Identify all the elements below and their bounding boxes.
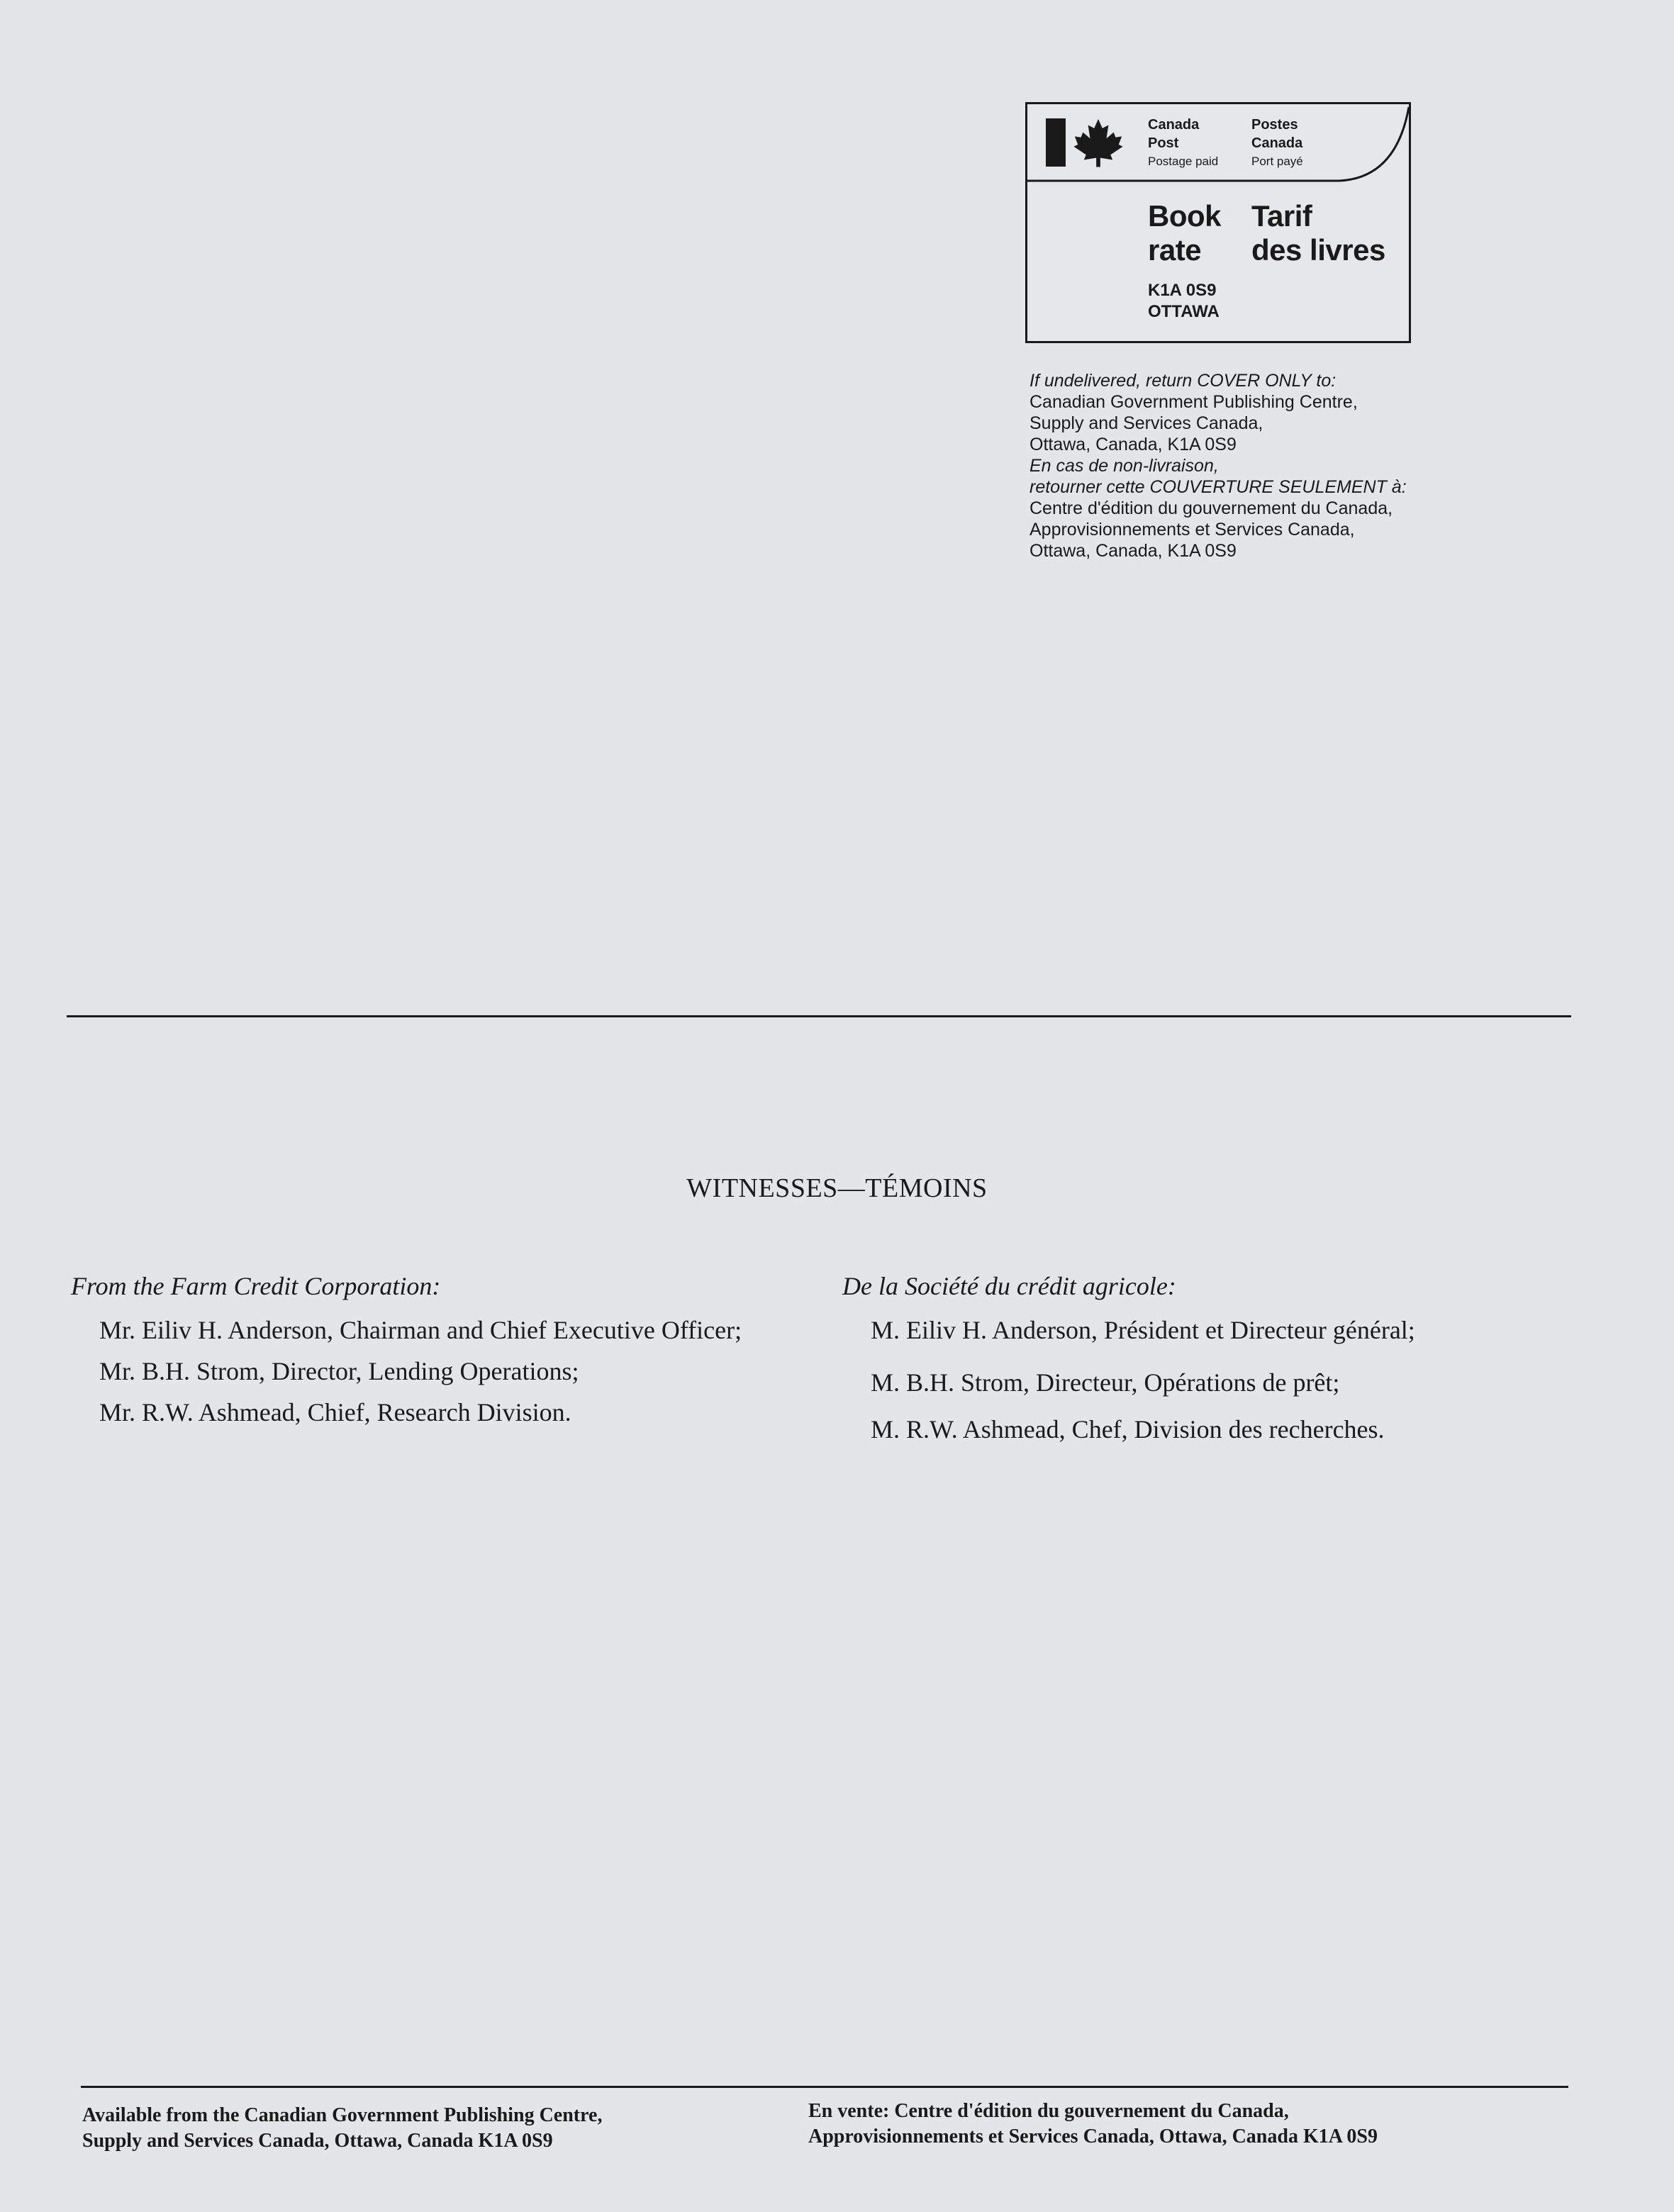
footer-divider bbox=[81, 2086, 1568, 2088]
witness-item-en-3: Mr. R.W. Ashmead, Chief, Research Division. bbox=[99, 1398, 571, 1426]
witnesses-english bbox=[71, 1269, 808, 1436]
postage-paid-label: Postage paid bbox=[1148, 155, 1219, 168]
witness-item-fr-3: M. R.W. Ashmead, Chef, Division des recherches. bbox=[871, 1415, 1385, 1443]
postes-fr-label: Postes bbox=[1251, 117, 1298, 133]
witness-item-fr-2: M. B.H. Strom, Directeur, Opérations de prêt; bbox=[871, 1368, 1340, 1397]
book-word: Book bbox=[1148, 199, 1221, 233]
witnesses-heading: WITNESSES—TÉMOINS bbox=[686, 1173, 988, 1203]
postage-indicia bbox=[1025, 102, 1411, 343]
return-fr-line-3: Centre d'édition du gouvernement du Canada, bbox=[1029, 498, 1393, 518]
return-en-line-2: Canadian Government Publishing Centre, bbox=[1029, 392, 1358, 412]
footer-availability-en bbox=[82, 2103, 602, 2154]
postal-city: OTTAWA bbox=[1148, 302, 1220, 321]
footer-en-line-1: Available from the Canadian Government Publishing Centre, bbox=[82, 2104, 603, 2126]
footer-fr-line-1: En vente: Centre d'édition du gouvernement du Canada, bbox=[808, 2100, 1289, 2122]
rate-word: rate bbox=[1148, 233, 1202, 267]
post-en-label: Post bbox=[1148, 135, 1179, 151]
postage-header bbox=[1027, 104, 1409, 182]
return-fr-line-1: En cas de non-livraison, bbox=[1029, 456, 1219, 476]
canada-post-bar-icon bbox=[1046, 118, 1066, 167]
return-en-line-1: If undelivered, return COVER ONLY to: bbox=[1029, 371, 1337, 391]
witness-org-en: From the Farm Credit Corporation: bbox=[71, 1272, 441, 1300]
return-fr-line-2: retourner cette COUVERTURE SEULEMENT à: bbox=[1029, 477, 1407, 497]
des-livres-word: des livres bbox=[1251, 233, 1385, 267]
canada-fr-label: Canada bbox=[1251, 135, 1303, 151]
footer-fr-line-2: Approvisionnements et Services Canada, Ottawa, Canada K1A 0S9 bbox=[808, 2126, 1378, 2147]
postal-code-block bbox=[1148, 280, 1220, 323]
return-notice bbox=[1029, 370, 1407, 562]
witness-item-en-1: Mr. Eiliv H. Anderson, Chairman and Chief Executive Officer; bbox=[99, 1316, 742, 1344]
postal-code: K1A 0S9 bbox=[1148, 281, 1217, 300]
witness-item-en-2: Mr. B.H. Strom, Director, Lending Operations; bbox=[99, 1357, 579, 1385]
return-en-line-4: Ottawa, Canada, K1A 0S9 bbox=[1029, 435, 1237, 454]
canada-en-label: Canada bbox=[1148, 117, 1200, 133]
return-fr-line-4: Approvisionnements et Services Canada, bbox=[1029, 520, 1355, 540]
witnesses-french bbox=[842, 1269, 1580, 1459]
return-fr-line-5: Ottawa, Canada, K1A 0S9 bbox=[1029, 541, 1237, 561]
port-paye-label: Port payé bbox=[1251, 155, 1303, 168]
tarif-word: Tarif bbox=[1251, 199, 1312, 233]
return-en-line-3: Supply and Services Canada, bbox=[1029, 413, 1263, 433]
witness-org-fr: De la Société du crédit agricole: bbox=[842, 1272, 1176, 1300]
maple-leaf-icon bbox=[1073, 117, 1124, 168]
footer-availability-fr bbox=[808, 2099, 1378, 2150]
section-divider bbox=[67, 1015, 1571, 1017]
witness-item-fr-1: M. Eiliv H. Anderson, Président et Directeur général; bbox=[871, 1316, 1415, 1344]
footer-en-line-2: Supply and Services Canada, Ottawa, Canada K1A 0S9 bbox=[82, 2130, 553, 2152]
